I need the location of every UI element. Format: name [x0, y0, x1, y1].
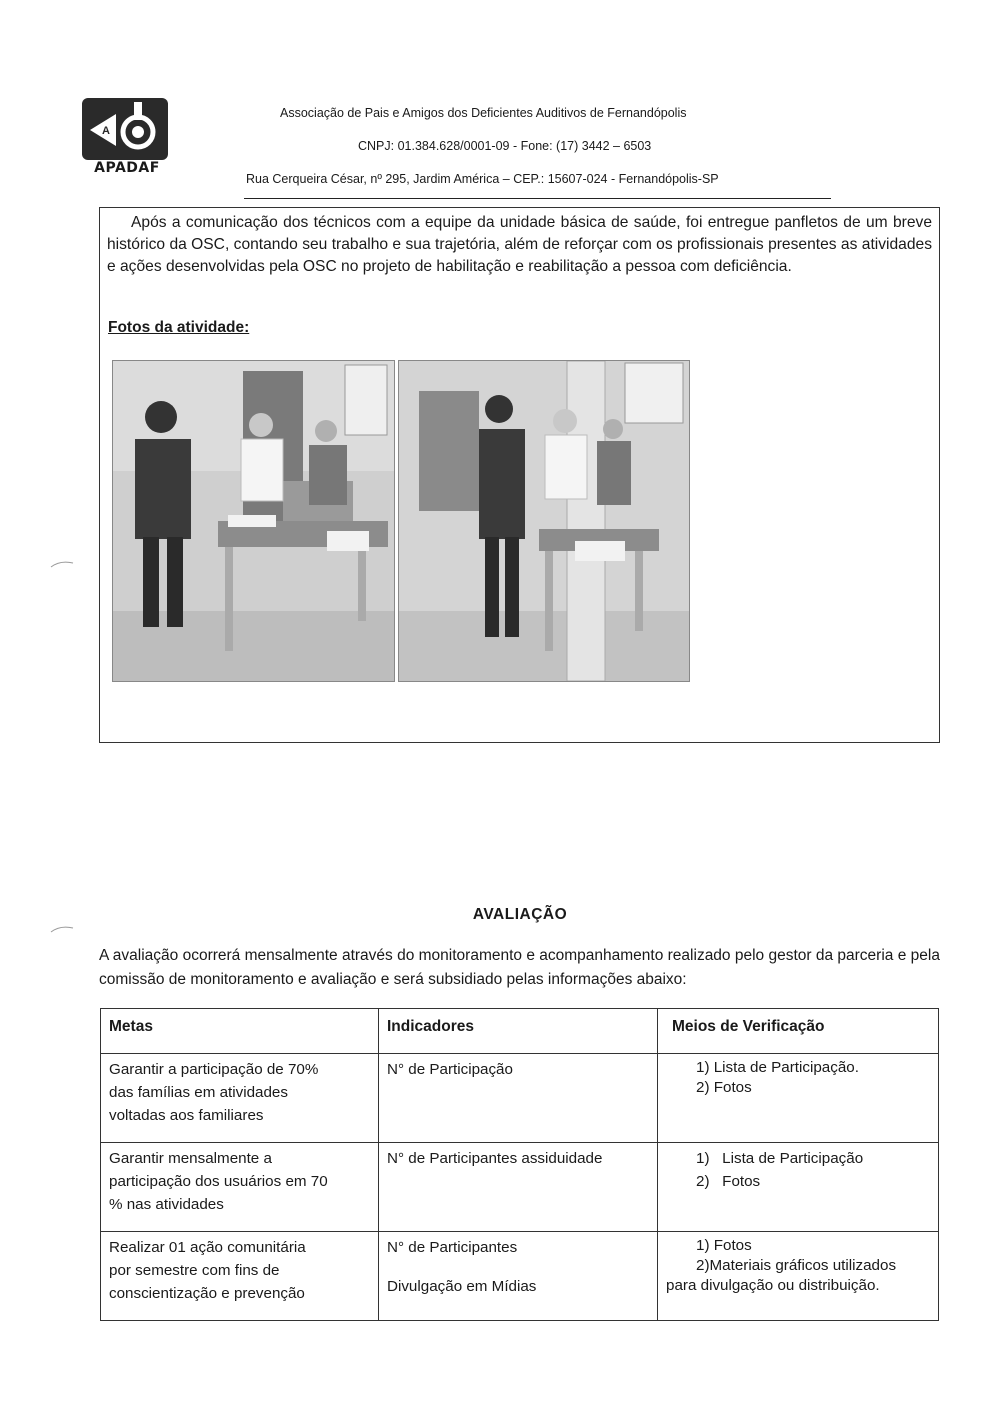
indicador-line: N° de Participantes assiduidade: [387, 1150, 603, 1167]
meta-cell: [101, 1054, 379, 1143]
meios-cell: [658, 1232, 939, 1321]
organization-name: Associação de Pais e Amigos dos Deficientes Auditivos de Fernandópolis: [280, 106, 687, 120]
table-row: [101, 1054, 939, 1143]
indicador-cell: [379, 1232, 658, 1321]
evaluation-title: AVALIAÇÃO: [472, 906, 568, 923]
meios-line: 1) Lista de Participação.: [696, 1059, 859, 1076]
meta-line: conscientização e prevenção: [109, 1285, 305, 1302]
meios-line: 2) Fotos: [696, 1173, 761, 1190]
evaluation-table: [100, 1008, 939, 1321]
indicador-cell: [379, 1054, 658, 1143]
evaluation-intro: A avaliação ocorrerá mensalmente através do monitoramento e acompanhamento realizado pelo gestor da parceria e pela comissão de monitoramento e avaliação e será subsidiado pelas informações abaixo:: [99, 947, 940, 988]
meios-cell: [658, 1143, 939, 1232]
meta-line: % nas atividades: [109, 1196, 224, 1213]
table-row: [101, 1232, 939, 1321]
photos-heading: Fotos da atividade:: [108, 319, 250, 336]
table-header-row: [101, 1009, 939, 1054]
meta-line: por semestre com fins de: [109, 1262, 280, 1279]
meios-line: 2) Fotos: [696, 1079, 752, 1096]
meta-cell: [101, 1143, 379, 1232]
activity-photo-1: [112, 360, 395, 682]
scan-mark: [50, 560, 74, 568]
scan-mark: [50, 925, 74, 933]
meta-line: voltadas aos familiares: [109, 1107, 264, 1124]
svg-text:A: A: [102, 125, 110, 137]
meta-line: participação dos usuários em 70: [109, 1173, 328, 1190]
header-indicadores: Indicadores: [379, 1009, 658, 1054]
activity-photo-2: [398, 360, 690, 682]
table-row: [101, 1143, 939, 1232]
activity-paragraph-text: Após a comunicação dos técnicos com a equipe da unidade básica de saúde, foi entregue panfletos de um breve histórico da OSC, contando seu trabalho e sua trajetória, além de reforçar com os profissionais presentes as atividades e ações desenvolvidas pela OSC no projeto de habilitação e reabilitação a pessoa com deficiência.: [107, 214, 932, 275]
logo-wordmark: APADAF: [94, 160, 160, 176]
header-divider: [244, 198, 831, 199]
meta-line: das famílias em atividades: [109, 1084, 288, 1101]
meta-line: Realizar 01 ação comunitária: [109, 1239, 306, 1256]
cell-spacer: [387, 1259, 649, 1275]
meta-line: Garantir mensalmente a: [109, 1150, 272, 1167]
meios-line: 1) Lista de Participação: [696, 1150, 864, 1167]
cnpj-phone-line: CNPJ: 01.384.628/0001-09 - Fone: (17) 3442 – 6503: [358, 139, 652, 153]
meios-cell: [658, 1054, 939, 1143]
indicador-line: N° de Participação: [387, 1061, 513, 1078]
meios-line: 1) Fotos: [696, 1237, 752, 1254]
header-metas: Metas: [101, 1009, 379, 1054]
indicador-cell: [379, 1143, 658, 1232]
meios-line: 2)Materiais gráficos utilizados: [696, 1257, 897, 1274]
meta-cell: [101, 1232, 379, 1321]
indicador-line: Divulgação em Mídias: [387, 1278, 537, 1295]
indicador-line: N° de Participantes: [387, 1239, 518, 1256]
meios-line: para divulgação ou distribuição.: [666, 1277, 880, 1294]
header-meios: Meios de Verificação: [658, 1009, 939, 1054]
activity-paragraph: [107, 212, 932, 278]
address-line: Rua Cerqueira César, nº 295, Jardim América – CEP.: 15607-024 - Fernandópolis-SP: [246, 172, 719, 186]
meta-line: Garantir a participação de 70%: [109, 1061, 319, 1078]
